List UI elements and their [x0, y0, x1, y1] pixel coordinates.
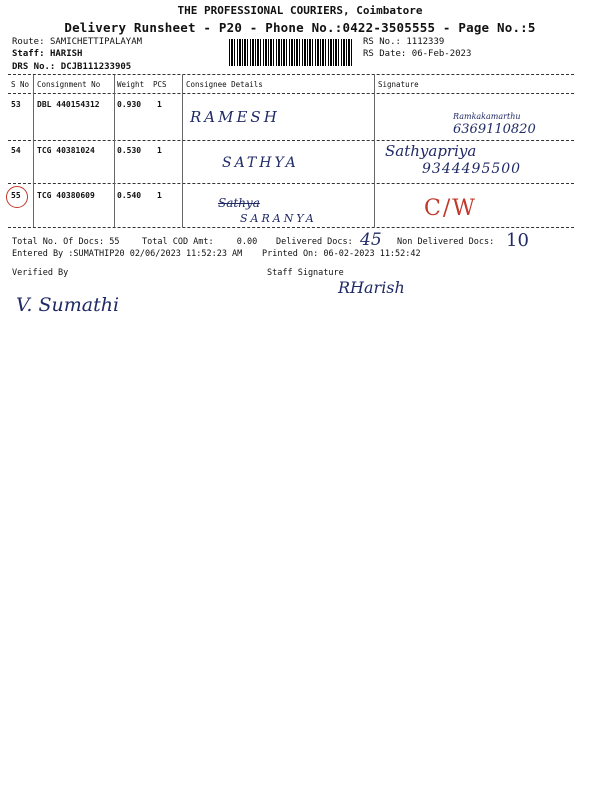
col-header-weight: Weight [117, 80, 145, 89]
verified-signature: V. Sumathi [16, 294, 120, 316]
rs-date-line [363, 49, 471, 59]
row-sno: 53 [11, 100, 21, 109]
route-line [12, 37, 142, 47]
staff-signature: RHarish [338, 278, 405, 297]
staff-line [12, 49, 82, 59]
col-header-pcs: PCS [153, 80, 167, 89]
entered-by: Entered By :SUMATHIP20 02/06/2023 11:52:23 AM [12, 249, 243, 259]
column-divider [114, 75, 115, 227]
route-value: SAMICHETTIPALAYAM [49, 37, 143, 47]
total-docs-label: Total No. Of Docs: [12, 237, 105, 247]
rs-date-label: RS Date: [363, 49, 407, 59]
handwritten-consignee: SATHYA [222, 155, 299, 171]
column-divider [182, 75, 183, 227]
total-cod-label: Total COD Amt: [142, 237, 214, 247]
row-sno: 55 [11, 191, 21, 200]
staff-label: Staff: [12, 49, 45, 59]
table-header-rule [8, 93, 574, 94]
total-docs-value: 55 [109, 237, 120, 247]
total-cod [142, 237, 257, 247]
row-divider [8, 140, 574, 141]
column-divider [33, 75, 34, 227]
row-weight: 0.930 [117, 100, 142, 109]
handwritten-consignee: RAMESH [190, 108, 280, 126]
handwritten-delivered-count: 45 [360, 230, 382, 250]
row-weight: 0.540 [117, 191, 142, 200]
col-header-consignment: Consignment No [37, 80, 101, 89]
delivered-docs-label: Delivered Docs: [276, 237, 353, 247]
row-pcs: 1 [157, 191, 162, 200]
row-pcs: 1 [157, 146, 162, 155]
barcode-image [229, 39, 354, 66]
handwritten-phone: 6369110820 [453, 122, 536, 137]
document-subtitle: Delivery Runsheet - P20 - Phone No.:0422-3505555 - Page No.:5 [64, 20, 536, 35]
table-bottom-rule [8, 227, 574, 228]
handwritten-consignee-struck: Sathya [218, 196, 260, 210]
row-sno: 54 [11, 146, 21, 155]
non-delivered-docs-label: Non Delivered Docs: [397, 237, 495, 247]
row-divider [8, 183, 574, 184]
handwritten-signature: Ramkakamarthu [453, 112, 521, 121]
handwritten-signature: C/W [424, 196, 477, 221]
rs-no-label: RS No.: [363, 37, 401, 47]
row-consignment: TCG 40381024 [37, 146, 95, 155]
drs-value: DCJB111233905 [60, 62, 132, 72]
handwritten-signature: Sathyapriya [385, 142, 477, 160]
col-header-consignee: Consignee Details [186, 80, 263, 89]
staff-value: HARISH [49, 49, 83, 59]
drs-label: DRS No.: [12, 62, 56, 72]
document-title: THE PROFESSIONAL COURIERS, Coimbatore [177, 4, 423, 17]
rs-date-value: 06-Feb-2023 [411, 49, 472, 59]
handwritten-non-delivered-count: 10 [506, 230, 529, 251]
printed-on: Printed On: 06-02-2023 11:52:42 [262, 249, 421, 259]
drs-line [12, 62, 131, 72]
route-label: Route: [12, 37, 45, 47]
row-consignment: TCG 40380609 [37, 191, 95, 200]
col-header-signature: Signature [378, 80, 419, 89]
row-pcs: 1 [157, 100, 162, 109]
col-header-sno: S No [11, 80, 30, 89]
rs-no-line [363, 37, 444, 47]
row-weight: 0.530 [117, 146, 142, 155]
column-divider [374, 75, 375, 227]
totals-line [12, 237, 120, 247]
handwritten-phone: 9344495500 [422, 161, 522, 177]
verified-by-label: Verified By [12, 268, 69, 278]
handwritten-consignee: SARANYA [240, 212, 317, 225]
staff-signature-label: Staff Signature [267, 268, 344, 278]
rs-no-value: 1112339 [406, 37, 445, 47]
table-top-rule [8, 74, 574, 75]
row-consignment: DBL 440154312 [37, 100, 100, 109]
total-cod-value: 0.00 [236, 237, 258, 247]
